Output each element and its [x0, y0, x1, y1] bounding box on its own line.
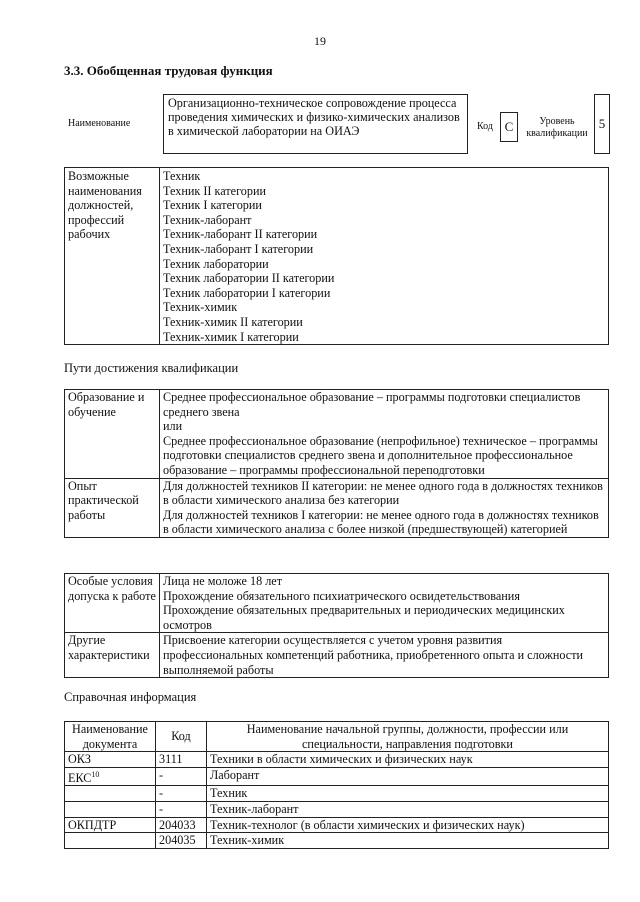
positions-items	[163, 169, 605, 344]
name-value	[163, 94, 468, 154]
ref-code-cell: 204035	[156, 833, 207, 849]
position-item: Техник-химик	[163, 300, 238, 315]
position-item: Техник-лаборант I категории	[163, 241, 314, 256]
ref-doc-cell	[65, 802, 156, 818]
code-value	[500, 112, 518, 142]
conditions-table	[64, 573, 609, 678]
paths-education-content	[160, 390, 609, 479]
ref-col-code: Код	[156, 722, 207, 752]
paths-education-line: Среднее профессиональное образование (непрофильное) техническое – программы подготовки специалистов среднего звена и дополнительное профессиональное образование – программы профессиональной переподготовки	[163, 433, 598, 477]
positions-row	[65, 168, 609, 345]
code-value-text: C	[504, 119, 514, 134]
paths-experience-line: Для должностей техников I категории: не менее одного года в должностях техников в области химического анализа с более низкой (предшествующей) категорией	[163, 507, 599, 537]
conditions-admission-line: Лица не моложе 18 лет	[163, 574, 283, 588]
ref-doc-text: ОКЗ	[68, 752, 92, 767]
name-value-text: Организационно-техническое сопровождение процесса проведения химических и физико-химических анализов в химической лаборатории на ОИАЭ	[168, 96, 460, 138]
ref-doc-cell	[65, 833, 156, 849]
paths-heading: Пути достижения квалификации	[64, 361, 239, 375]
conditions-admission-label: Особые условия допуска к работе	[65, 574, 160, 633]
ref-doc-cell	[65, 767, 156, 786]
ref-name-cell: Техник-технолог (в области химических и физических наук)	[207, 817, 609, 833]
level-value	[594, 94, 610, 154]
ref-header-row	[65, 722, 609, 752]
position-item: Техник	[163, 169, 201, 183]
ref-code-cell: 204033	[156, 817, 207, 833]
ref-name-cell: Техники в области химических и физических наук	[207, 752, 609, 768]
ref-rows	[65, 752, 609, 849]
position-item: Техник II категории	[163, 183, 266, 198]
conditions-row-admission	[65, 574, 609, 633]
page-number: 19	[314, 34, 326, 48]
ref-col-doc: Наименование документа	[65, 722, 156, 752]
conditions-row-other	[65, 633, 609, 678]
position-item: Техник лаборатории II категории	[163, 271, 335, 286]
position-item: Техник-химик II категории	[163, 314, 303, 329]
positions-label: Возможные наименования должностей, профессий рабочих	[65, 168, 160, 345]
positions-list	[160, 168, 609, 345]
paths-row-experience	[65, 478, 609, 537]
position-item: Техник I категории	[163, 198, 262, 213]
ref-doc-cell	[65, 817, 156, 833]
table-row	[65, 752, 609, 768]
paths-education-label: Образование и обучение	[65, 390, 160, 479]
conditions-admission-content	[160, 574, 609, 633]
conditions-admission-line: Прохождение обязательного психиатрического освидетельствования	[163, 588, 520, 603]
footnote-ref: 10	[91, 769, 100, 779]
ref-doc-cell	[65, 786, 156, 802]
paths-experience-content	[160, 478, 609, 537]
paths-education-line: или	[163, 419, 183, 434]
table-row	[65, 767, 609, 786]
ref-doc-cell	[65, 752, 156, 768]
conditions-other-label: Другие характеристики	[65, 633, 160, 678]
table-row	[65, 833, 609, 849]
ref-name-cell: Техник-химик	[207, 833, 609, 849]
table-row	[65, 802, 609, 818]
ref-doc-text: ОКПДТР	[68, 817, 117, 832]
ref-table	[64, 721, 609, 849]
positions-table	[64, 167, 609, 345]
position-item: Техник-лаборант	[163, 212, 252, 227]
ref-code-cell: -	[156, 786, 207, 802]
name-label: Наименование	[68, 118, 131, 129]
ref-col-name: Наименование начальной группы, должности, профессии или специальности, направления подготовки	[207, 722, 609, 752]
level-value-text: 5	[598, 116, 606, 131]
table-row	[65, 786, 609, 802]
conditions-other-content	[160, 633, 609, 678]
level-label: Уровень квалификации	[526, 116, 588, 139]
code-label: Код	[477, 121, 493, 132]
table-row	[65, 817, 609, 833]
ref-code-cell: -	[156, 767, 207, 786]
ref-heading: Справочная информация	[64, 690, 197, 704]
conditions-other-line: Присвоение категории осуществляется с учетом уровня развития профессиональных компетенций работника, приобретенного опыта и сложности выполняемой работы	[163, 633, 584, 677]
position-item: Техник-лаборант II категории	[163, 227, 318, 242]
ref-doc-text: ЕКС	[68, 770, 92, 785]
ref-code-cell: 3111	[156, 752, 207, 768]
paths-education-line: Среднее профессиональное образование – программы подготовки специалистов среднего звена	[163, 390, 581, 419]
ref-code-cell: -	[156, 802, 207, 818]
position-item: Техник-химик I категории	[163, 329, 299, 344]
paths-experience-line: Для должностей техников II категории: не менее одного года в должностях техников в области химического анализа без категории	[163, 478, 603, 508]
paths-experience-label: Опыт практической работы	[65, 478, 160, 537]
ref-name-cell: Техник	[207, 786, 609, 802]
section-title: 3.3. Обобщенная трудовая функция	[64, 63, 273, 78]
conditions-admission-line: Прохождение обязательных предварительных и периодических медицинских осмотров	[163, 603, 565, 632]
position-item: Техник лаборатории	[163, 256, 269, 271]
ref-name-cell: Лаборант	[207, 767, 609, 786]
paths-row-education	[65, 390, 609, 479]
paths-table	[64, 389, 609, 538]
ref-name-cell: Техник-лаборант	[207, 802, 609, 818]
position-item: Техник лаборатории I категории	[163, 285, 331, 300]
